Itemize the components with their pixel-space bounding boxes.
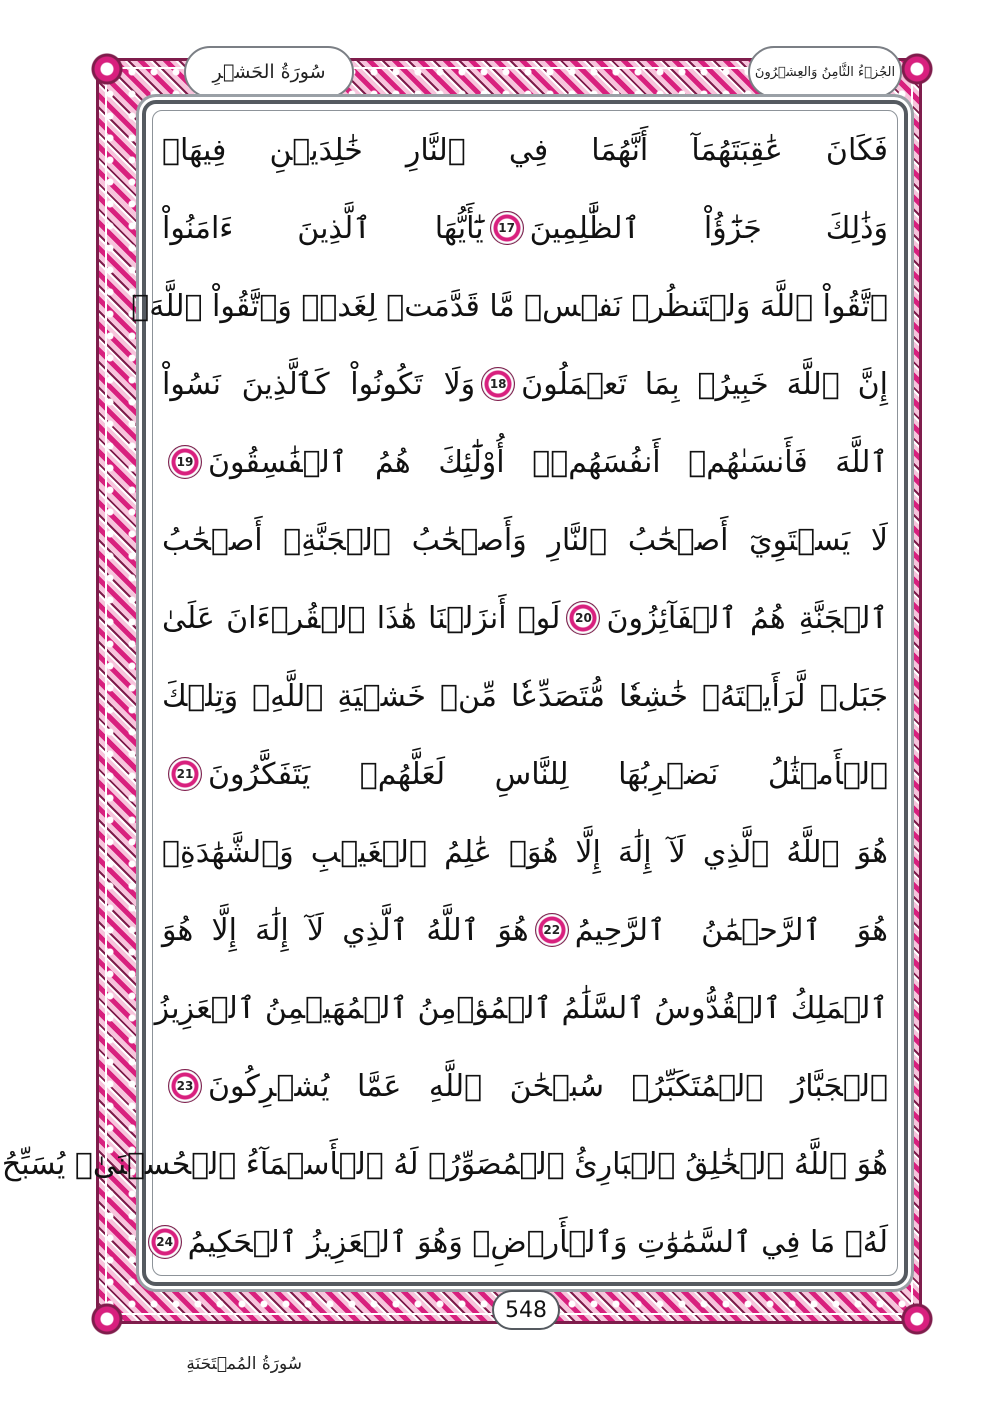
verse-text: ٱلۡجَبَّارُ ٱلۡمُتَكَبِّرُۚ سُبۡحَٰنَ ٱللَّهِ عَمَّا يُشۡرِكُونَ — [208, 1068, 888, 1104]
verse-text-after: لَوۡ أَنزَلۡنَا هَٰذَا ٱلۡقُرۡءَانَ عَلَىٰ — [162, 600, 561, 636]
ayah-number-marker: 17 — [490, 211, 524, 245]
verse-line-14 — [1, 1130, 888, 1198]
verse-line-15 — [156, 1208, 888, 1276]
verse-text: هُوَ ٱللَّهُ ٱلۡخَٰلِقُ ٱلۡبَارِئُ ٱلۡمُصَوِّرُۖ لَهُ ٱلۡأَسۡمَآءُ ٱلۡحُسۡنَىٰۚ يُسَبِّحُ — [1, 1146, 888, 1182]
verse-text-after: هُوَ ٱللَّهُ ٱلَّذِي لَآ إِلَٰهَ إِلَّا هُوَ — [161, 912, 529, 948]
corner-flourish-top-left — [88, 50, 126, 88]
corner-flourish-top-right — [898, 50, 936, 88]
verse-text: ٱتَّقُواْ ٱللَّهَ وَلۡتَنظُرۡ نَفۡسٞ مَّا قَدَّمَتۡ لِغَدٖۖ وَٱتَّقُواْ ٱللَّهَۚ — [131, 288, 888, 324]
ayah-number-marker: 18 — [481, 367, 515, 401]
verse-line-11 — [162, 896, 888, 964]
verse-text: ٱلۡأَمۡثَٰلُ نَضۡرِبُهَا لِلنَّاسِ لَعَلَّهُمۡ يَتَفَكَّرُونَ — [208, 756, 888, 792]
verse-text: هُوَ ٱللَّهُ ٱلَّذِي لَآ إِلَٰهَ إِلَّا هُوَۖ عَٰلِمُ ٱلۡغَيۡبِ وَٱلشَّهَٰدَةِۖ — [162, 834, 888, 870]
verse-line-3 — [131, 272, 888, 340]
verse-line-13 — [162, 1052, 888, 1120]
verse-line-2 — [162, 194, 888, 262]
verse-text: إِنَّ ٱللَّهَ خَبِيرُۢ بِمَا تَعۡمَلُونَ — [521, 366, 888, 402]
page-number-badge: 548 — [492, 1290, 560, 1330]
verse-text: ٱلۡمَلِكُ ٱلۡقُدُّوسُ ٱلسَّلَٰمُ ٱلۡمُؤۡمِنُ ٱلۡمُهَيۡمِنُ ٱلۡعَزِيزُ — [154, 990, 888, 1026]
surah-name-header: سُورَةُ الحَشۡرِ — [184, 46, 354, 98]
verse-text: ٱللَّهَ فَأَنسَىٰهُمۡ أَنفُسَهُمۡۚ أُوْلَٰٓئِكَ هُمُ ٱلۡفَٰسِقُونَ — [208, 444, 888, 480]
verse-lines — [1, 116, 888, 1276]
verse-line-9 — [162, 740, 888, 808]
juz-name-header: الجُزۡءُ الثَّامِنُ وَالعِشۡرُونَ — [748, 46, 902, 98]
verse-text: ٱلۡجَنَّةِ هُمُ ٱلۡفَآئِزُونَ — [606, 600, 888, 636]
verse-text: فَكَانَ عَٰقِبَتَهُمَآ أَنَّهُمَا فِي ٱلنَّارِ خَٰلِدَيۡنِ فِيهَاۚ — [162, 132, 888, 168]
verse-text: هُوَ ٱلرَّحۡمَٰنُ ٱلرَّحِيمُ — [574, 912, 888, 948]
ayah-number-marker: 24 — [148, 1225, 182, 1259]
ayah-number-marker: 22 — [535, 913, 569, 947]
ayah-number-marker: 21 — [168, 757, 202, 791]
verse-line-12 — [154, 974, 888, 1042]
ayah-number-marker: 20 — [566, 601, 600, 635]
verse-text: جَبَلٖ لَّرَأَيۡتَهُۥ خَٰشِعٗا مُّتَصَدِّعٗا مِّنۡ خَشۡيَةِ ٱللَّهِۚ وَتِلۡكَ — [162, 678, 888, 714]
next-surah-catchword: سُورَةُ المُمۡتَحَنَةِ — [186, 1354, 302, 1374]
corner-flourish-bottom-left — [88, 1300, 126, 1338]
verse-text: لَا يَسۡتَوِيٓ أَصۡحَٰبُ ٱلنَّارِ وَأَصۡحَٰبُ ٱلۡجَنَّةِۚ أَصۡحَٰبُ — [162, 522, 888, 558]
verse-line-7 — [162, 584, 888, 652]
verse-text: وَذَٰلِكَ جَزَٰٓؤُاْ ٱلظَّٰلِمِينَ — [529, 210, 888, 246]
ayah-number-marker: 19 — [168, 445, 202, 479]
verse-line-6 — [162, 506, 888, 574]
verse-line-5 — [162, 428, 888, 496]
corner-flourish-bottom-right — [898, 1300, 936, 1338]
verse-text-after: وَلَا تَكُونُواْ كَٱلَّذِينَ نَسُواْ — [162, 366, 476, 402]
verse-line-1 — [162, 116, 888, 184]
verse-text: لَهُۥ مَا فِي ٱلسَّمَٰوَٰتِ وَٱلۡأَرۡضِۖ وَهُوَ ٱلۡعَزِيزُ ٱلۡحَكِيمُ — [187, 1224, 888, 1260]
verse-line-4 — [162, 350, 888, 418]
verse-line-8 — [162, 662, 888, 730]
ayah-number-marker: 23 — [168, 1069, 202, 1103]
verse-text-after: يَٰٓأَيُّهَا ٱلَّذِينَ ءَامَنُواْ — [161, 210, 484, 246]
verse-line-10 — [162, 818, 888, 886]
